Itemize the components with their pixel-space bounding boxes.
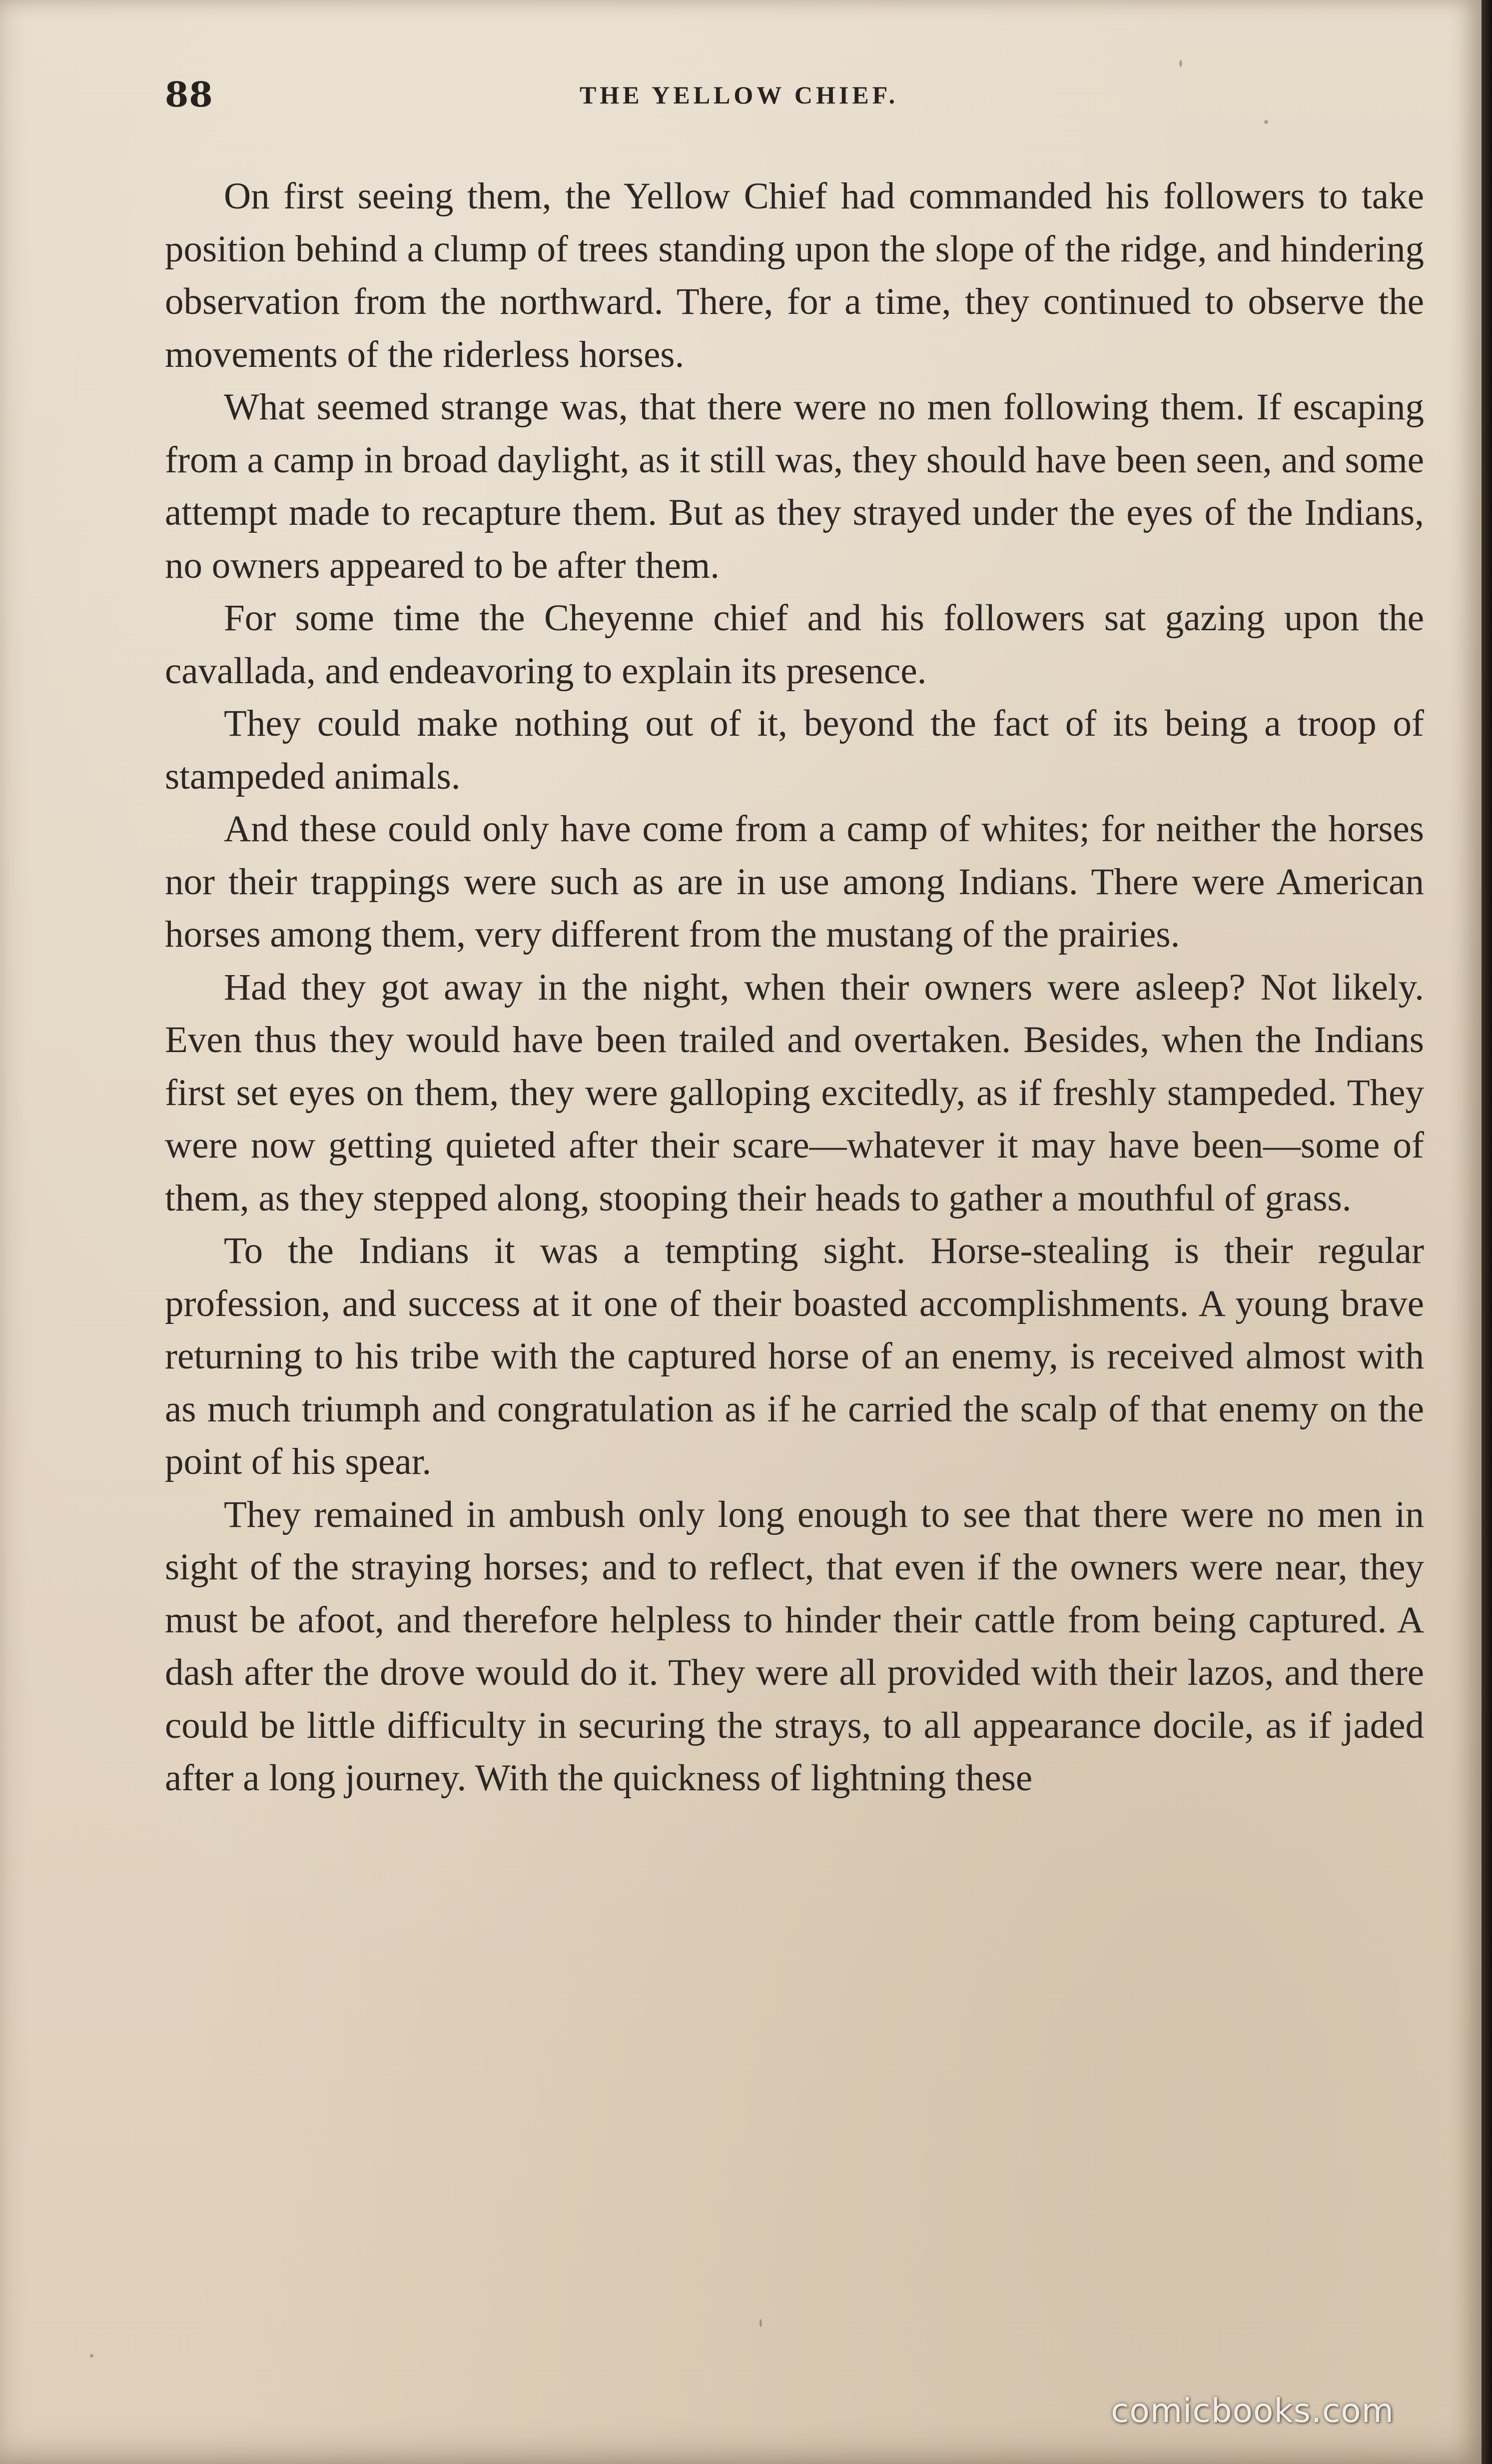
paper-speck xyxy=(1179,60,1182,67)
paper-speck xyxy=(90,2354,93,2358)
paragraph: To the Indians it was a tempting sight. Horse-stealing is their regular profession, and success at it one of their boasted accomplishments. A young brave returning to his tribe with the captured horse of an enemy, is received almost with as much triumph and congratulation as if he carried the scalp of that enemy on the point of his spear. xyxy=(165,1230,1424,1482)
paragraph: On first seeing them, the Yellow Chief had commanded his followers to take position behind a clump of trees standing upon the slope of the ridge, and hindering observation from the northward. There, for a time, they continued to observe the movements of the riderless horses. xyxy=(165,175,1424,375)
paragraph: Had they got away in the night, when their owners were asleep? Not likely. Even thus they would have been trailed and overtaken. Besides, when the Indians first set eyes on them, they were galloping excitedly, as if freshly stampeded. They were now getting quieted after their scare—whatever it may have been—some of them, as they stepped along, stooping their heads to gather a mouthful of grass. xyxy=(165,966,1424,1219)
paragraph: What seemed strange was, that there were no men following them. If escaping from a camp in broad daylight, as it still was, they should have been seen, and some attempt made to recapture them. But as they strayed under the eyes of the Indians, no owners appeared to be after them. xyxy=(165,386,1424,586)
paper-speck xyxy=(759,2319,762,2327)
page-number: 88 xyxy=(165,75,213,115)
page-edge-shadow xyxy=(1482,0,1492,2464)
paragraph: They could make nothing out of it, beyond the fact of its being a troop of stampeded animals. xyxy=(165,703,1424,797)
page-header xyxy=(165,70,1424,120)
paper-speck xyxy=(1264,120,1268,124)
watermark-logo: comicbooks.com xyxy=(1111,2392,1394,2430)
paragraph: They remained in ambush only long enough to see that there were no men in sight of the straying horses; and to reflect, that even if the owners were near, they must be afoot, and therefore helpless to hinder their cattle from being captured. A dash after the drove would do it. They were all provided with their lazos, and there could be little difficulty in securing the strays, to all appearance docile, as if jaded after a long journey. With the quickness of lightning these xyxy=(165,1493,1424,1799)
running-title: THE YELLOW CHIEF. xyxy=(580,81,899,109)
paragraph: And these could only have come from a camp of whites; for neither the horses nor their trappings were such as are in use among Indians. There were American horses among them, very different from the mustang of the prairies. xyxy=(165,808,1424,955)
paragraph: For some time the Cheyenne chief and his followers sat gazing upon the cavallada, and endeavoring to explain its presence. xyxy=(165,597,1424,692)
page-body xyxy=(165,170,1424,1805)
